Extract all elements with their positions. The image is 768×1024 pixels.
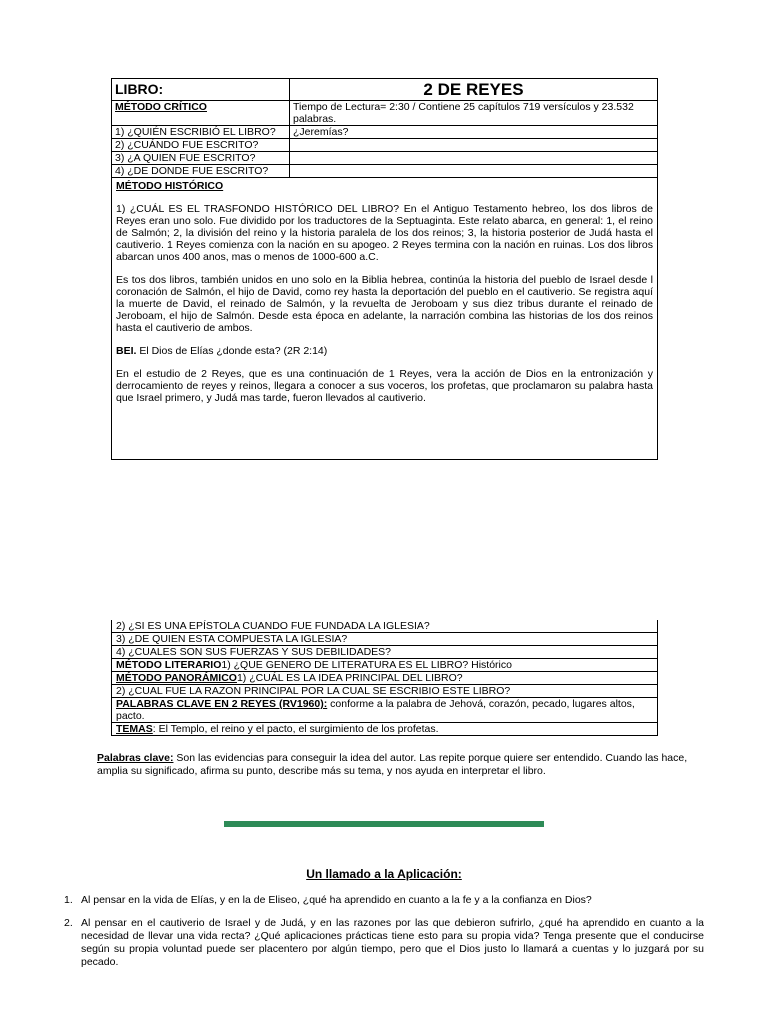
metodo-historico-section (112, 178, 657, 417)
bei-text: El Dios de Elías ¿donde esta? (2R 2:14) (136, 345, 328, 357)
application-title: Un llamado a la Aplicación: (306, 867, 462, 881)
metodo-critico-row (112, 101, 657, 126)
metodo-literario-text: 1) ¿QUE GENERO DE LITERATURA ES EL LIBRO? Histórico (221, 659, 512, 671)
metodo-panoramico-text: 1) ¿CUÁL ES LA IDEA PRINCIPAL DEL LIBRO? (236, 672, 463, 684)
temas-label: TEMAS (116, 723, 153, 735)
list-item-number: 1. (64, 894, 73, 906)
title-row (112, 79, 657, 101)
reading-info: Tiempo de Lectura= 2:30 / Contiene 25 capítulos 719 versículos y 23.532 palabras. (293, 101, 634, 125)
palabras-clave-row (112, 698, 657, 723)
metodo-panoramico-row (112, 672, 657, 685)
question-row-author (112, 126, 657, 139)
palabras-clave-note (97, 752, 689, 778)
libro-label: LIBRO: (112, 79, 290, 100)
metodo-panoramico-label: MÉTODO PANORÁMICO (116, 672, 237, 684)
list-item-text: Al pensar en la vida de Elías, y en la de Eliseo, ¿qué ha aprendido en cuanto a la fe y a la confianza en Dios? (81, 894, 592, 906)
answer-when (290, 139, 657, 151)
palabras-clave-table-label: PALABRAS CLAVE EN 2 REYES (RV1960): (116, 698, 328, 710)
table2-row-strengths: 4) ¿CUALES SON SUS FUERZAS Y SUS DEBILIDADES? (112, 646, 657, 659)
palabras-clave-label: Palabras clave: (97, 752, 174, 764)
temas-text: : El Templo, el reino y el pacto, el surgimiento de los profetas. (152, 723, 439, 735)
question-when: 2) ¿CUÁNDO FUE ESCRITO? (112, 139, 290, 151)
temas-row (112, 723, 657, 735)
answer-to-whom (290, 152, 657, 164)
study-table-top (111, 78, 658, 460)
table2-row-epistle: 2) ¿SI ES UNA EPÍSTOLA CUANDO FUE FUNDADA LA IGLESIA? (112, 620, 657, 633)
book-title: 2 DE REYES (423, 80, 524, 99)
bei-paragraph (116, 345, 653, 357)
question-where: 4) ¿DE DONDE FUE ESCRITO? (112, 165, 290, 177)
historical-paragraph-2: Es tos dos libros, también unidos en uno solo en la Biblia hebrea, continúa la historia del pueblo de Israel desde l coronación de Salmón, el hijo de David, como rey hasta la deportación del pueblo en el cautiverio. Se registra aquí la muerte de David, el reinado de Salmón, y la revuelta de Jeroboam y sus diez tribus durante el reinado de Jeroboam, el hijo de Salmón. Desde esta época en adelante, la narración combina las historias de los dos reinos hasta el cautiverio de ambos. (116, 274, 653, 334)
metodo-critico-label: MÉTODO CRÍTICO (112, 101, 290, 125)
metodo-literario-label: MÉTODO LITERARIO (116, 659, 222, 671)
palabras-clave-table-text: conforme a la palabra de Jehová, corazón, pecado, lugares altos, pacto. (116, 698, 635, 722)
table2-row-reason: 2) ¿CUAL FUE LA RAZON PRINCIPAL POR LA CUAL SE ESCRIBIO ESTE LIBRO? (112, 685, 657, 698)
bei-label: BEI. (116, 345, 137, 357)
historical-paragraph-1: 1) ¿CUÁL ES EL TRASFONDO HISTÓRICO DEL LIBRO? En el Antiguo Testamento hebreo, los dos libros de Reyes eran uno solo. Fue dividido por los traductores de la Septuaginta. Este relato abarca, en general: 1, el reino de Salmón; 2, la división del reino y la historia paralela de los dos reinos; 3, la historia posterior de Judá hasta el cautiverio. 1 Reyes comienza con la nación en su apogeo. 2 Reyes termina con la nación en ruinas. Los dos libros abarcan unos 400 anos, mas o menos de 1000-600 a.C. (116, 203, 653, 263)
list-item-text: Al pensar en el cautiverio de Israel y de Judá, y en las razones por las que debieron sufrirlo, ¿qué ha aprendido en cuanto a la necesidad de llevar una vida recta? ¿Qué aplicaciones prácticas tiene esto para su propia vida? Tenga presente que el conducirse según su propia voluntad puede ser placentero por algún tiempo, pero que el Dios justo lo llamará a cuentas y lo juzgará por su pecado. (81, 917, 704, 968)
question-row-where (112, 165, 657, 178)
question-to-whom: 3) ¿A QUIEN FUE ESCRITO? (112, 152, 290, 164)
section-divider (224, 821, 544, 827)
list-item (64, 894, 704, 907)
list-item-number: 2. (64, 917, 73, 929)
question-row-when (112, 139, 657, 152)
palabras-clave-text: Son las evidencias para conseguir la idea del autor. Las repite porque quiere ser entendido. Cuando las hace, amplia su significado, afirma su punto, describe más su tema, y nos ayuda en interpretar el libro. (97, 752, 688, 777)
question-author: 1) ¿QUIÉN ESCRIBIÓ EL LIBRO? (112, 126, 290, 138)
historical-paragraph-4: En el estudio de 2 Reyes, que es una continuación de 1 Reyes, vera la acción de Dios en la entronización y derrocamiento de reyes y reinos, llegara a conocer a sus voceros, los profetas, que proclamaron su palabra hasta que Israel primero, y Judá mas tarde, fueron llevados al cautiverio. (116, 368, 653, 404)
application-list (64, 894, 704, 979)
metodo-historico-label: MÉTODO HISTÓRICO (116, 180, 224, 192)
study-table-bottom (111, 620, 658, 736)
list-item (64, 917, 704, 969)
question-row-to-whom (112, 152, 657, 165)
metodo-literario-row (112, 659, 657, 672)
answer-where (290, 165, 657, 177)
answer-author: ¿Jeremías? (293, 126, 349, 138)
table2-row-church: 3) ¿DE QUIEN ESTA COMPUESTA LA IGLESIA? (112, 633, 657, 646)
